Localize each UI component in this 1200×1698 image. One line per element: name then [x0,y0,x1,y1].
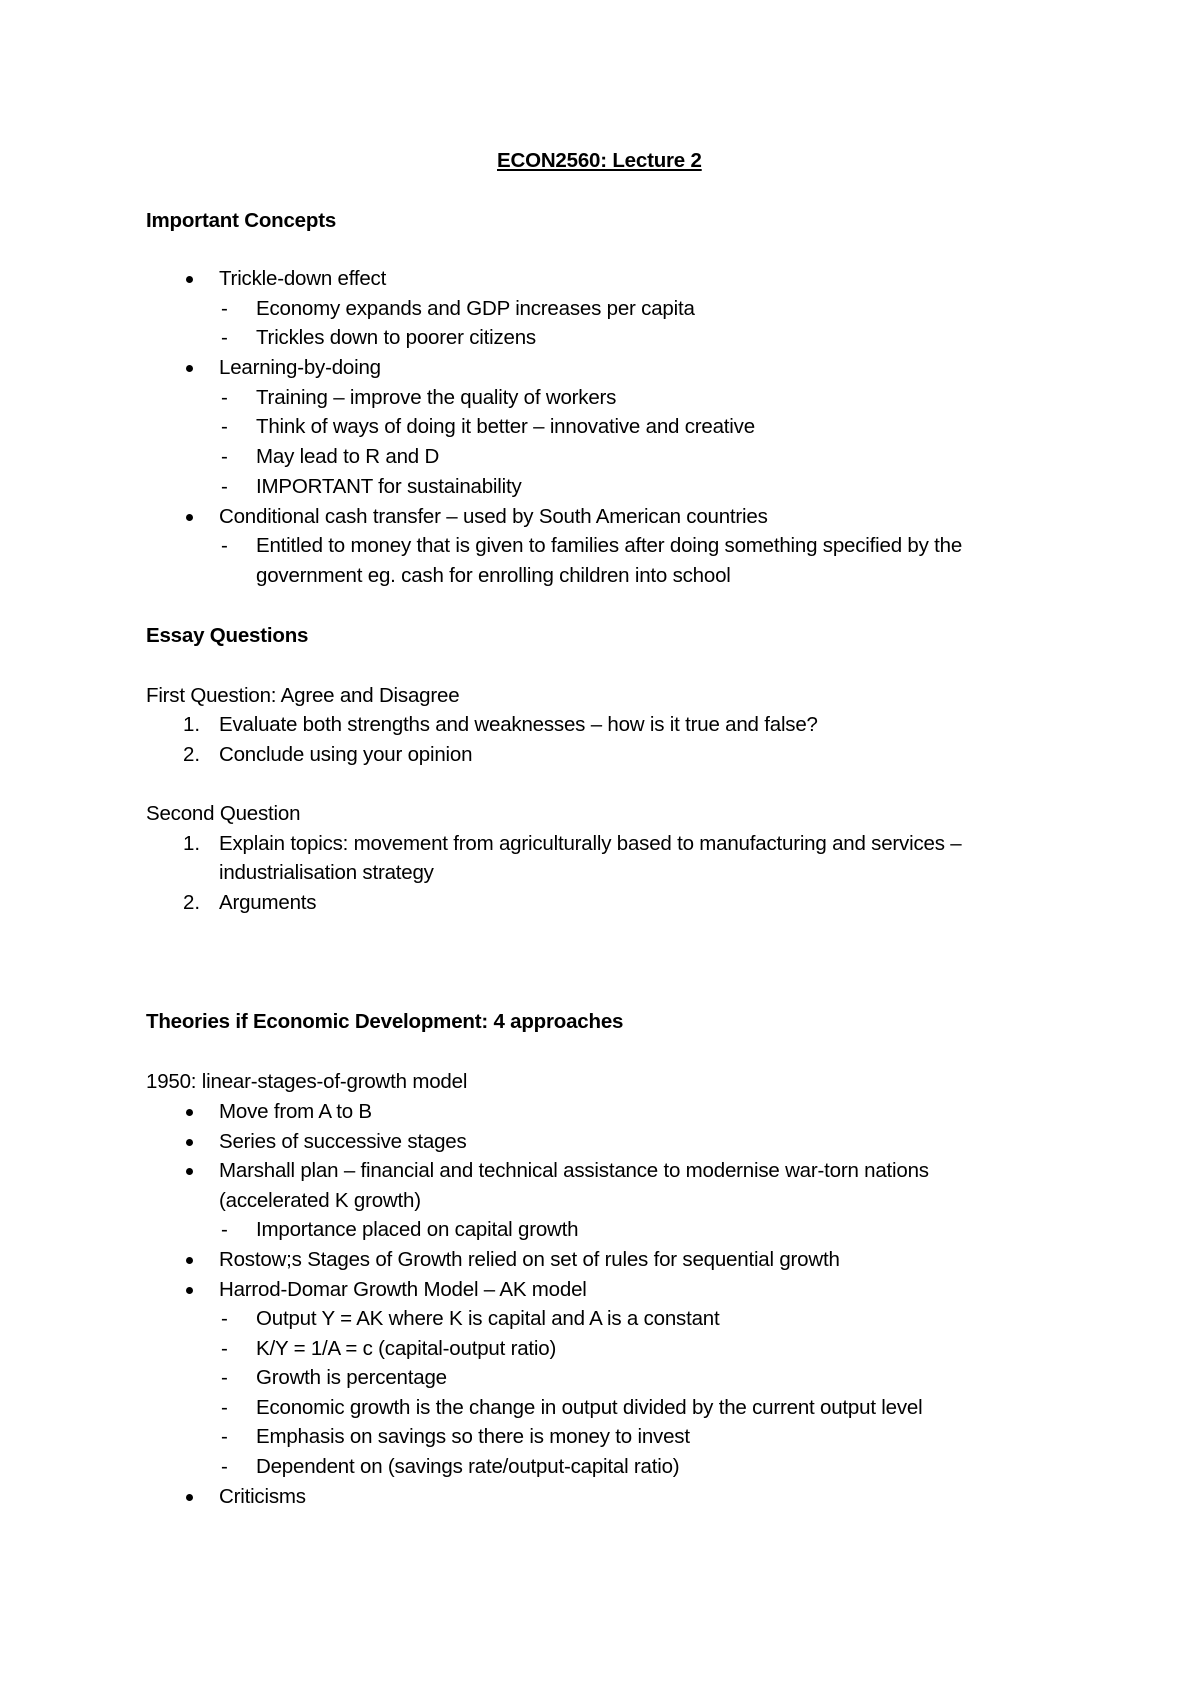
dash-marker: - [221,1218,228,1241]
list-item: Move from A to B [219,1100,372,1123]
bullet-dot [186,365,193,372]
number-marker: 1. [183,832,201,855]
dash-marker: - [221,326,228,349]
sub-list-item: IMPORTANT for sustainability [256,475,522,498]
list-item: Series of successive stages [219,1130,467,1153]
question-label: First Question: Agree and Disagree [146,684,460,707]
numbered-item: Explain topics: movement from agriculturally based to manufacturing and services – [219,832,962,855]
sub-list-item-continuation: government eg. cash for enrolling children into school [256,564,731,587]
bullet-dot [186,1109,193,1116]
numbered-item: Evaluate both strengths and weaknesses – how is it true and false? [219,713,818,736]
bullet-dot [186,1257,193,1264]
list-item: Criticisms [219,1485,306,1508]
section-heading-essay-questions: Essay Questions [146,624,309,647]
dash-marker: - [221,475,228,498]
sub-list-item: Trickles down to poorer citizens [256,326,536,349]
numbered-item: Conclude using your opinion [219,743,473,766]
sub-list-item: May lead to R and D [256,445,440,468]
dash-marker: - [221,415,228,438]
list-item: Rostow;s Stages of Growth relied on set of rules for sequential growth [219,1248,840,1271]
question-label: Second Question [146,802,301,825]
dash-marker: - [221,1425,228,1448]
sub-list-item: Entitled to money that is given to families after doing something specified by the [256,534,963,557]
sub-list-item: Economic growth is the change in output divided by the current output level [256,1396,923,1419]
number-marker: 1. [183,713,201,736]
dash-marker: - [221,297,228,320]
list-item: Learning-by-doing [219,356,381,379]
number-marker: 2. [183,891,201,914]
sub-list-item: Output Y = AK where K is capital and A is a constant [256,1307,720,1330]
list-item: Conditional cash transfer – used by South American countries [219,505,768,528]
numbered-item: Arguments [219,891,317,914]
bullet-dot [186,1287,193,1294]
sub-list-item: Training – improve the quality of workers [256,386,617,409]
numbered-item-continuation: industrialisation strategy [219,861,434,884]
sub-list-item: K/Y = 1/A = c (capital-output ratio) [256,1337,557,1360]
section-heading-theories: Theories if Economic Development: 4 approaches [146,1010,624,1033]
section-heading-important-concepts: Important Concepts [146,209,337,232]
sub-list-item: Emphasis on savings so there is money to invest [256,1425,690,1448]
sub-list-item: Economy expands and GDP increases per capita [256,297,695,320]
dash-marker: - [221,1366,228,1389]
dash-marker: - [221,1396,228,1419]
list-item: Trickle-down effect [219,267,387,290]
bullet-dot [186,1168,193,1175]
bullet-dot [186,1139,193,1146]
sub-list-item: Dependent on (savings rate/output-capital ratio) [256,1455,680,1478]
list-item-continuation: (accelerated K growth) [219,1189,421,1212]
list-item: Harrod-Domar Growth Model – AK model [219,1278,587,1301]
bullet-dot [186,514,193,521]
bullet-dot [186,276,193,283]
dash-marker: - [221,445,228,468]
dash-marker: - [221,386,228,409]
bullet-dot [186,1494,193,1501]
sub-list-item: Think of ways of doing it better – innovative and creative [256,415,755,438]
dash-marker: - [221,534,228,557]
dash-marker: - [221,1455,228,1478]
number-marker: 2. [183,743,201,766]
list-item: Marshall plan – financial and technical assistance to modernise war-torn nations [219,1159,929,1182]
model-label: 1950: linear-stages-of-growth model [146,1070,468,1093]
sub-list-item: Importance placed on capital growth [256,1218,579,1241]
page-title: ECON2560: Lecture 2 [497,149,702,172]
sub-list-item: Growth is percentage [256,1366,447,1389]
dash-marker: - [221,1307,228,1330]
dash-marker: - [221,1337,228,1360]
